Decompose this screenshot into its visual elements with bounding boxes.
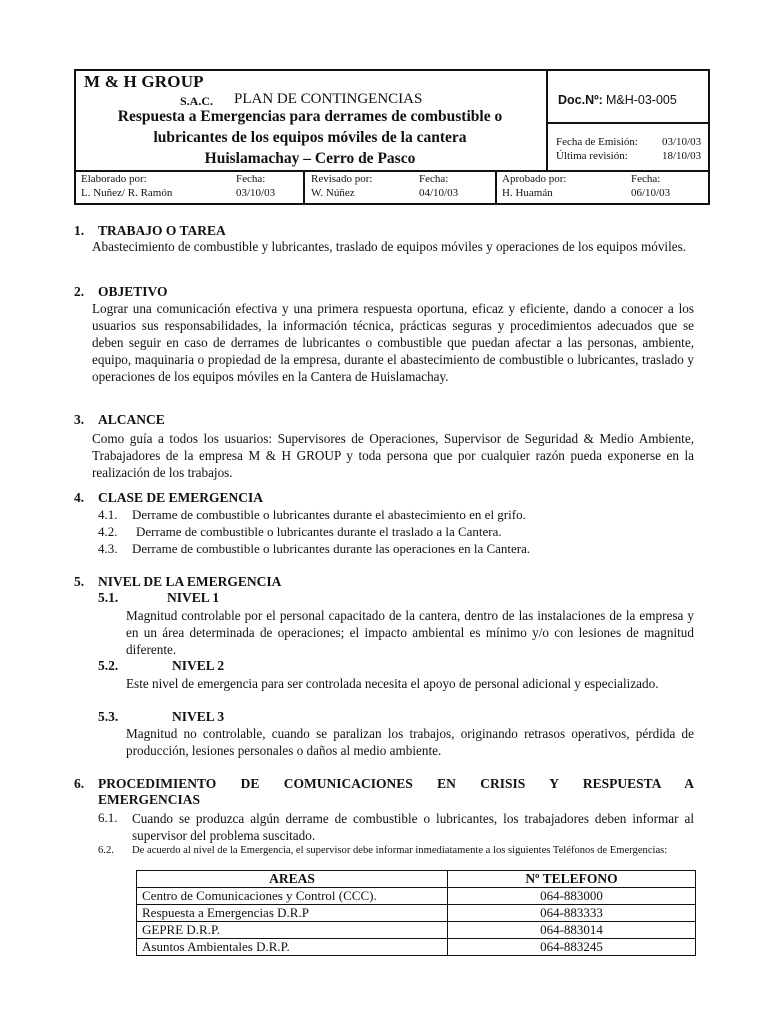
fecha2-label: Fecha: — [419, 173, 449, 185]
fecha3-label: Fecha: — [631, 173, 661, 185]
level-title: NIVEL 1 — [167, 590, 220, 605]
comms-item-text: Cuando se produzca algún derrame de combustible o lubricantes, los trabajadores deben informar al supervisor del problema suscitado. — [132, 811, 694, 843]
aprobado-value: H. Huamán — [502, 187, 553, 199]
level-title: NIVEL 2 — [172, 658, 225, 673]
elaborado-cell — [76, 172, 305, 203]
aprobado-label: Aprobado por: — [502, 173, 567, 185]
area-cell: GEPRE D.R.P. — [137, 922, 448, 939]
aprobado-cell — [497, 172, 708, 203]
comms-item-number: 6.1. — [98, 810, 118, 825]
elaborado-label: Elaborado por: — [81, 173, 147, 185]
column-header-telefono: Nº TELEFONO — [448, 871, 696, 888]
doc-info-divider — [548, 122, 708, 124]
title-line-3: Huislamachay – Cerro de Pasco — [204, 150, 416, 167]
section-2-number: 2. — [74, 284, 85, 299]
title-line-2: lubricantes de los equipos móviles de la cantera — [153, 129, 467, 146]
revision-value: 18/10/03 — [662, 150, 702, 162]
revisado-value: W. Núñez — [311, 187, 355, 199]
doc-number-value: M&H-03-005 — [605, 93, 677, 107]
section-5-title: NIVEL DE LA EMERGENCIA — [98, 574, 282, 589]
header-title-block — [76, 71, 548, 170]
section-4-number: 4. — [74, 490, 85, 505]
plan-title: PLAN DE CONTINGENCIAS — [234, 91, 423, 107]
section-2-text: Lograr una comunicación efectiva y una primera respuesta oportuna, eficaz y eficiente, dando a conocer a los usuarios sus responsabilidades, la información técnica, prácticas seguras y procedimientos adecuados que se deben seguir en caso de derrames de lubricantes o combustible que puedan afectar a las personas, ambiente, equipo, maquinaria o propiedad de la empresa, durante el abastecimiento de combustible o lubricantes, traslado y operaciones de los equipos móviles en la Cantera de Huislamachay. — [92, 301, 694, 384]
emision-value: 03/10/03 — [662, 136, 702, 148]
phone-cell: 064-883333 — [448, 905, 696, 922]
section-3-number: 3. — [74, 412, 85, 427]
section-6-number: 6. — [74, 776, 85, 791]
table-row — [137, 922, 696, 939]
clase-item-number: 4.2. — [98, 524, 118, 539]
section-3-title: ALCANCE — [98, 412, 165, 427]
approval-table — [74, 171, 710, 205]
level-number: 5.3. — [98, 709, 119, 724]
level-text: Este nivel de emergencia para ser controlada necesita el apoyo de personal adicional y especializado. — [126, 676, 659, 691]
section-4-title: CLASE DE EMERGENCIA — [98, 490, 264, 505]
section-5-number: 5. — [74, 574, 85, 589]
revisado-cell — [305, 172, 497, 203]
title-line-1: Respuesta a Emergencias para derrames de combustible o — [117, 108, 503, 125]
level-title: NIVEL 3 — [172, 709, 225, 724]
emision-label: Fecha de Emisión: — [556, 136, 638, 148]
table-row — [137, 905, 696, 922]
clase-item-text: Derrame de combustible o lubricantes durante las operaciones en la Cantera. — [132, 541, 531, 556]
clase-item-number: 4.1. — [98, 507, 118, 522]
company-name: M & H GROUP — [84, 72, 204, 91]
clase-item-text: Derrame de combustible o lubricantes durante el traslado a la Cantera. — [136, 524, 502, 539]
revision-label: Última revisión: — [556, 150, 628, 162]
elaborado-value: L. Nuñez/ R. Ramón — [81, 187, 173, 199]
fecha3-value: 06/10/03 — [631, 187, 671, 199]
section-6-title-line-2: EMERGENCIAS — [98, 792, 201, 807]
clase-item-text: Derrame de combustible o lubricantes durante el abastecimiento en el grifo. — [132, 507, 526, 522]
level-text: Magnitud controlable por el personal capacitado de la cantera, dentro de las instalaciones de la empresa y en un área determinada de operaciones; el impacto ambiental es mínimo y/o con lesiones de magnitud diferente. — [126, 608, 694, 657]
level-number: 5.1. — [98, 590, 119, 605]
company-suffix: S.A.C. — [180, 94, 214, 108]
table-row — [137, 888, 696, 905]
fecha1-value: 03/10/03 — [236, 187, 276, 199]
phone-cell: 064-883000 — [448, 888, 696, 905]
comms-item-text: De acuerdo al nivel de la Emergencia, el supervisor debe informar inmediatamente a los siguientes Teléfonos de Emergencias: — [132, 845, 668, 856]
table-header-row — [137, 871, 696, 888]
area-cell: Asuntos Ambientales D.R.P. — [137, 939, 448, 956]
level-number: 5.2. — [98, 658, 119, 673]
header-doc-info — [548, 71, 708, 170]
comms-item-number: 6.2. — [98, 845, 114, 856]
section-2-title: OBJETIVO — [98, 284, 168, 299]
emergency-phone-table — [136, 870, 696, 956]
section-6-title-line-1: PROCEDIMIENTO DE COMUNICACIONES EN CRISIS Y RESPUESTA A — [98, 776, 694, 791]
section-3-text: Como guía a todos los usuarios: Supervisores de Operaciones, Supervisor de Seguridad & Medio Ambiente, Trabajadores de la empresa M & H GROUP y toda persona que por cualquier razón pueda exponerse en la realización de los trabajos. — [92, 431, 694, 480]
clase-item-number: 4.3. — [98, 541, 118, 556]
phone-cell: 064-883014 — [448, 922, 696, 939]
table-row — [137, 939, 696, 956]
area-cell: Centro de Comunicaciones y Control (CCC). — [137, 888, 448, 905]
fecha2-value: 04/10/03 — [419, 187, 459, 199]
document-header — [74, 69, 710, 172]
doc-number-label: Doc.Nº: — [558, 93, 603, 107]
section-1-title: TRABAJO O TAREA — [98, 223, 226, 238]
fecha1-label: Fecha: — [236, 173, 266, 185]
revisado-label: Revisado por: — [311, 173, 373, 185]
level-text: Magnitud no controlable, cuando se paralizan los trabajos, originando retrasos operativos, pérdida de producción, lesiones personales o daños al medio ambiente. — [126, 726, 694, 758]
phone-cell: 064-883245 — [448, 939, 696, 956]
doc-number-row — [558, 93, 677, 108]
section-1-number: 1. — [74, 223, 85, 238]
section-1-text: Abastecimiento de combustible y lubricantes, traslado de equipos móviles y operaciones de los equipos móviles. — [92, 239, 687, 254]
column-header-areas: AREAS — [137, 871, 448, 888]
area-cell: Respuesta a Emergencias D.R.P — [137, 905, 448, 922]
